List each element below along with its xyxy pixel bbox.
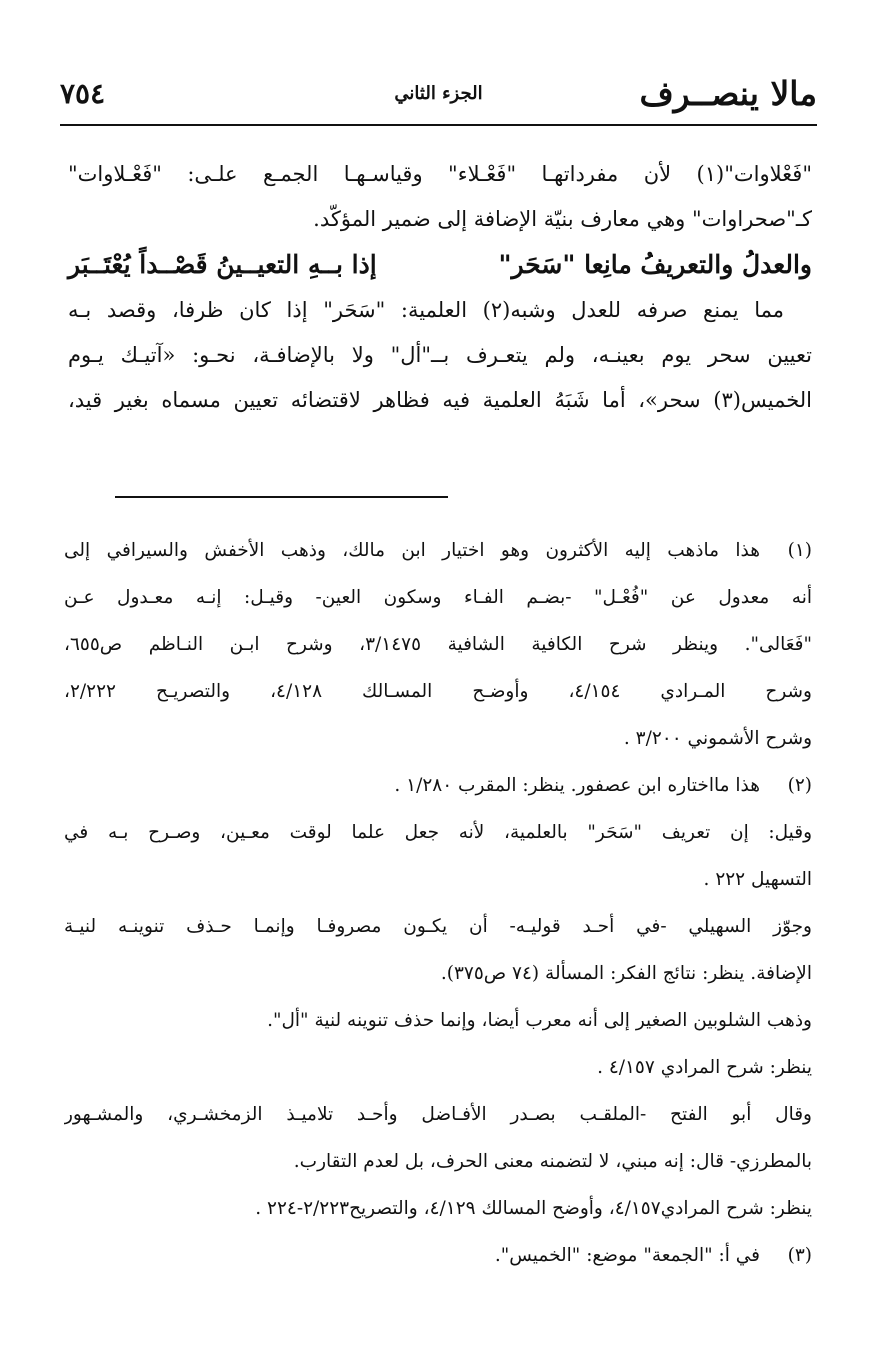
footnote-text: في أ: "الجمعة" موضع: "الخميس". <box>494 1245 760 1266</box>
part-label: الجزء الثاني <box>394 83 483 104</box>
text-line: "فَعْلاوات"(١) لأن مفرداتهـا "فَعْـلاء" وقياسـهـا الجمـع علـى: "فَعْـلاوات" <box>68 162 812 186</box>
commentary-line: مما يمنع صرفه للعدل وشبه(٢) العلمية: "سَحَر" إذا كان ظرفا، وقصد بـه <box>68 298 784 322</box>
footnote-line: وذهب الشلوبين الصغير إلى أنه معرب أيضا، وإنما حذف تنوينه لنية "أل". <box>267 1010 812 1031</box>
footnote-text: هذا مااختاره ابن عصفور. ينظر: المقرب ١/٢٨٠ . <box>394 775 760 796</box>
footnote-line: الإضافة. ينظر: نتائج الفكر: المسألة (٧٤ ص٣٧٥). <box>440 963 812 984</box>
footnote-line: وجوّز السهيلي -في أحـد قوليـه- أن يكـون مصروفـا وإنمـا حـذف تنوينـه لنيـة <box>64 916 812 937</box>
footnote-line <box>64 762 812 809</box>
footnotes <box>64 527 812 1279</box>
commentary-line: تعيين سحر يوم بعينـه، ولم يتعـرف بــ"أل" ولا بالإضافـة، نحـو: «آتيـك يـوم <box>68 343 812 367</box>
footnote-line <box>64 527 812 574</box>
chapter-title: مالا ينصــرف <box>639 74 817 113</box>
page-number: ٧٥٤ <box>60 77 106 110</box>
footnote-line: ينظر: شرح المرادي ٤/١٥٧ . <box>597 1057 812 1078</box>
footnote-line: بالمطرزي- قال: إنه مبني، لا لتضمنه معنى الحرف، بل لعدم التقارب. <box>293 1151 812 1172</box>
verse-line <box>68 242 812 288</box>
footnote-line: أنه معدول عن "فُعْـل" -بضـم الفـاء وسكون العين- وقيـل: إنـه معـدول عـن <box>64 587 812 608</box>
verse-hemistich-first: والعدلُ والتعريفُ مانِعا "سَحَر" <box>498 250 812 279</box>
footnote-line: وشرح الأشموني ٣/٢٠٠ . <box>623 728 812 749</box>
footnote-line: وقيل: إن تعريف "سَحَر" بالعلمية، لأنه جعل علما لوقت معـين، وصـرح بـه في <box>64 822 812 843</box>
verse-hemistich-second: إذا بــهِ التعيــينُ قَصْــداً يُعْتَــبَر <box>68 250 377 279</box>
footnote-line: ينظر: شرح المرادي٤/١٥٧، وأوضح المسالك ٤/١٢٩، والتصريح٢/٢٢٣-٢٢٤ . <box>255 1198 812 1219</box>
text-line: كـ"صحراوات" وهي معارف بنيّة الإضافة إلى ضمير المؤكّد. <box>313 207 812 231</box>
footnote-divider <box>115 496 448 498</box>
footnote-number: (٢) <box>787 775 812 796</box>
footnote-line: "فَعَالى". وينظر شرح الكافية الشافية ٣/١٤٧٥، وشرح ابـن النـاظم ص٦٥٥، <box>64 634 812 655</box>
main-text <box>68 152 812 423</box>
footnote-number: (٣) <box>787 1245 812 1266</box>
footnote-line: وقال أبو الفتح -الملقـب بصـدر الأفـاضل وأحـد تلاميـذ الزمخشـري، والمشـهور <box>64 1104 812 1125</box>
footnote-text: هذا ماذهب إليه الأكثرون وهو اختيار ابن مالك، وذهب الأخفش والسيرافي إلى <box>64 540 760 561</box>
footnote-line: التسهيل ٢٢٢ . <box>703 869 812 890</box>
running-header <box>60 72 817 120</box>
footnote-line: وشرح المـرادي ٤/١٥٤، وأوضـح المسـالك ٤/١٢٨، والتصريـح ٢/٢٢٢، <box>64 681 812 702</box>
footnote-number: (١) <box>787 540 812 561</box>
footnote-line <box>64 1232 812 1279</box>
commentary-line: الخميس(٣) سحر»، أما شَبَهُ العلمية فيه فظاهر لاقتضائه تعيين مسماه بغير قيد، <box>68 388 812 412</box>
header-divider <box>60 124 817 126</box>
